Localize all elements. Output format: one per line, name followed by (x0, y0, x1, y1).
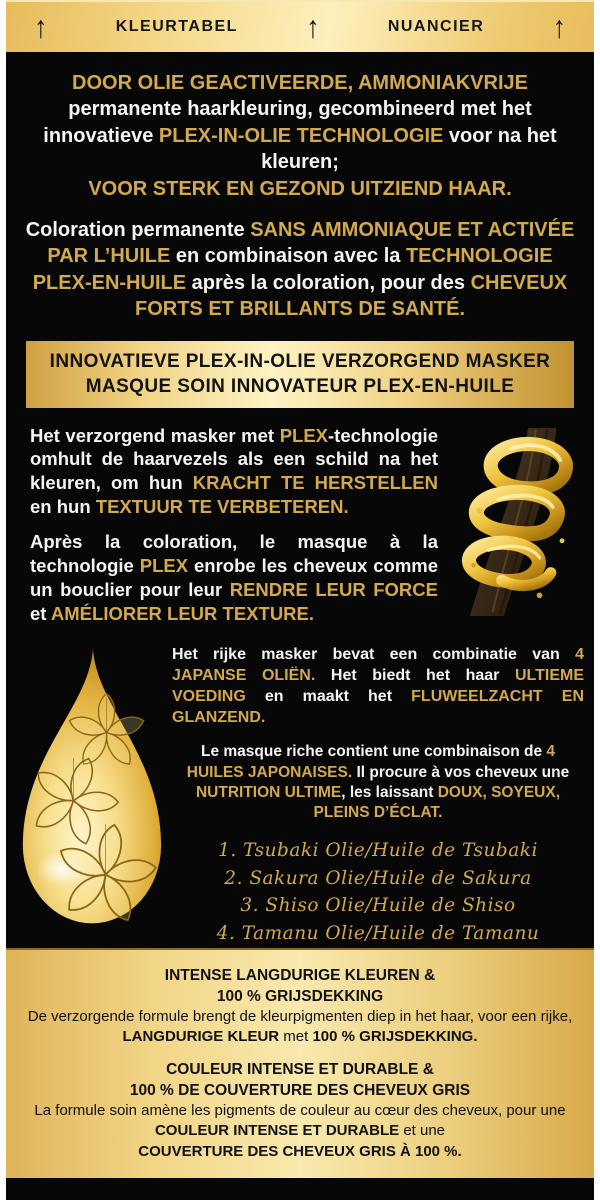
intro-paragraph-nl: DOOR OLIE GEACTIVEERDE, AMMONIAKVRIJE permanente haarkleuring, gecombineerd met het innovatieve PLEX-IN-OLIE TECHNOLOGIE voor na het kleuren; VOOR STERK EN GEZOND UITZIEND HAAR. (43, 72, 557, 200)
benefits-title-fr-1: COULEUR INTENSE ET DURABLE & (166, 1060, 434, 1078)
plex-text-column (30, 424, 438, 625)
benefits-body-nl-1: De verzorgende formule brengt de kleurpigmenten diep in het haar, voor een rijke, (27, 1008, 573, 1026)
benefits-body-fr-1: La formule soin amène les pigments de couleur au cœur des cheveux, pour une (34, 1102, 566, 1120)
oils-text-column (170, 639, 594, 948)
benefits-section (6, 948, 594, 1178)
panel-canvas (6, 0, 594, 1160)
up-arrow-icon: ↑ (552, 9, 566, 44)
plex-paragraph-nl: Het verzorgend masker met PLEX-technologie omhult de haarvezels als een schild na het kleuren, om hun KRACHT TE HERSTELLEN en hun TEXTUUR TE VERBETEREN. (30, 424, 438, 517)
oils-section (6, 639, 594, 948)
benefits-title-fr-2: 100 % DE COUVERTURE DES CHEVEUX GRIS (129, 1081, 471, 1099)
oil-list-item: 3. Shiso Olie/Huile de Shiso (240, 895, 516, 917)
oil-list-item: 1. Tsubaki Olie/Huile de Tsubaki (218, 839, 538, 861)
plex-banner-line-nl: INNOVATIEVE PLEX-IN-OLIE VERZORGEND MASKER (49, 350, 551, 372)
oils-paragraph-nl: Het rijke masker bevat een combinatie van 4 JAPANSE OLIËN. Het biedt het haar ULTIEME VOEDING en maakt het FLUWEELZACHT EN GLANZEND. (172, 646, 585, 726)
oils-paragraph-fr: Le masque riche contient une combinaison de 4 HUILES JAPONAISES. Il procure à vos cheveux une NUTRITION ULTIME, les laissant DOUX, SOYEUX, PLEINS D’ÉCLAT. (186, 743, 570, 821)
up-arrow-icon: ↑ (306, 9, 320, 44)
hair-swirl-image (438, 424, 594, 625)
oil-drop-image (6, 643, 170, 948)
up-arrow-icon: ↑ (34, 9, 48, 44)
plex-paragraph-fr: Après la coloration, le masque à la technologie PLEX enrobe les cheveux comme un bouclier pour leur RENDRE LEUR FORCE et AMÉLIORER LEUR TEXTURE. (30, 531, 439, 624)
intro-paragraph-fr: Coloration permanente SANS AMMONIAQUE ET ACTIVÉE PAR L’HUILE en combinaison avec la TECHNOLOGIE PLEX-EN-HUILE après la coloration, pour des CHEVEUX FORTS ET BRILLANTS DE SANTÉ. (25, 218, 575, 321)
color-chart-label-fr: NUANCIER (387, 18, 485, 35)
benefits-body-fr-3: COUVERTURE DES CHEVEUX GRIS À 100 %. (138, 1142, 462, 1160)
benefits-fr (16, 1059, 584, 1162)
color-chart-bar (6, 0, 594, 52)
benefits-body-fr-2: COULEUR INTENSE ET DURABLE et une (154, 1122, 446, 1140)
plex-banner (26, 341, 574, 408)
benefits-title-nl-1: INTENSE LANGDURIGE KLEUREN & (164, 966, 436, 984)
benefits-title-nl-2: 100 % GRIJSDEKKING (216, 988, 384, 1005)
color-chart-label-nl: KLEURTABEL (115, 18, 238, 35)
oil-list-item: 2. Sakura Olie/Huile de Sakura (224, 867, 532, 889)
oil-list-item: 4. Tamanu Olie/Huile de Tamanu (216, 923, 540, 945)
oil-list (172, 837, 584, 948)
bottom-strip (6, 1178, 594, 1200)
benefits-nl (16, 965, 584, 1048)
plex-banner-line-fr: MASQUE SOIN INNOVATEUR PLEX-EN-HUILE (85, 376, 515, 398)
benefits-body-nl-2: LANGDURIGE KLEUR met 100 % GRIJSDEKKING. (122, 1028, 478, 1046)
plex-section (6, 424, 594, 625)
